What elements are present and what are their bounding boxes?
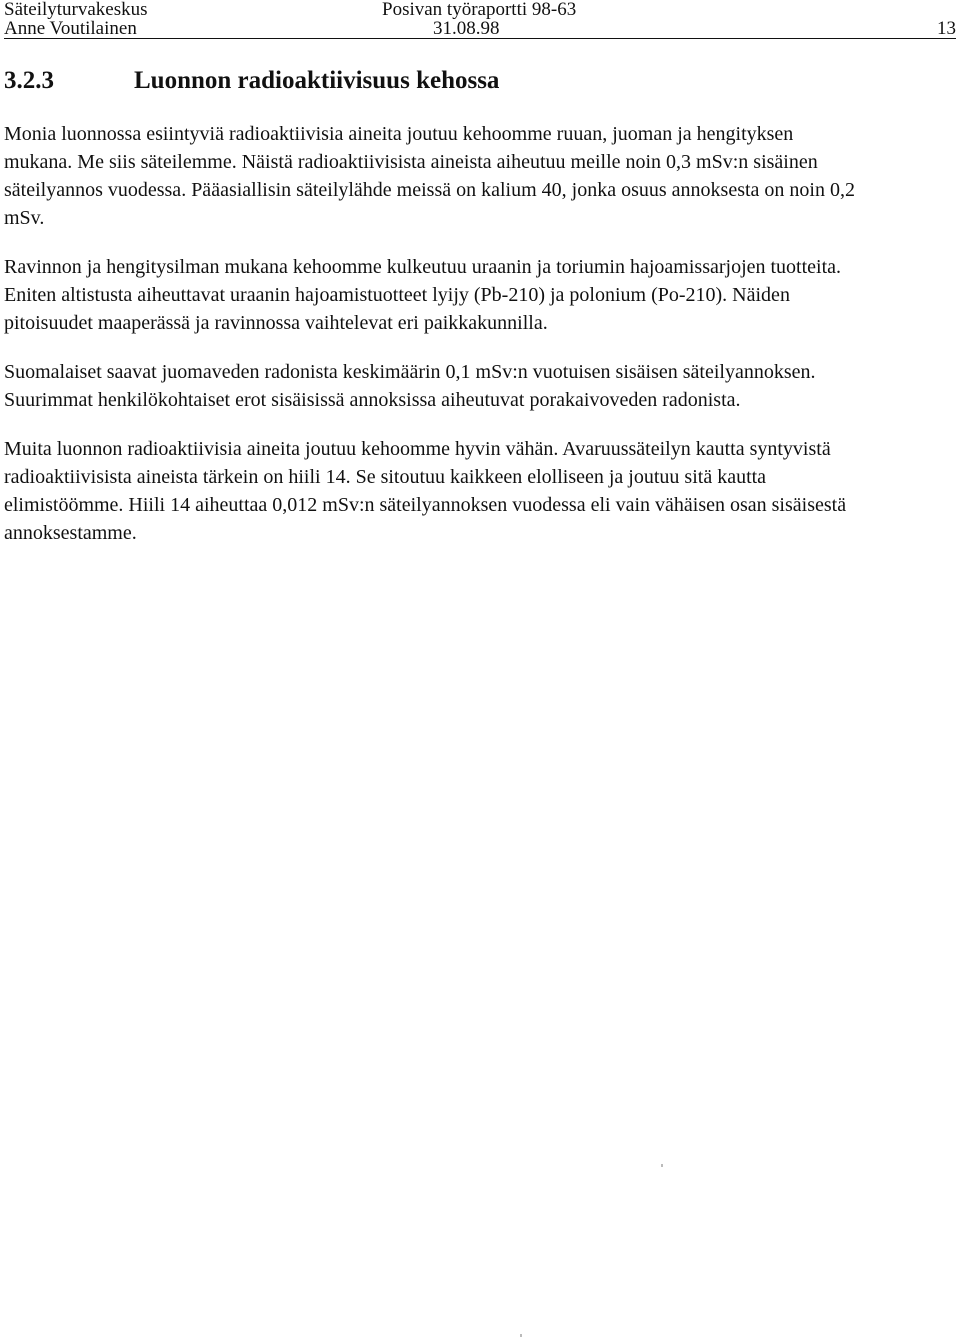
header-rule — [4, 38, 956, 39]
paragraph: Ravinnon ja hengitysilman mukana kehoomme kulkeutuu uraanin ja toriumin hajoamissarjojen tuotteita. Eniten altistusta aiheuttavat uraanin hajoamistuotteet lyijy (Pb-210) ja polonium (Po-210). Näiden pitoisuudet maaperässä ja ravinnossa vaihtelevat eri paikkakunnilla. — [4, 256, 842, 334]
section-number: 3.2.3 — [4, 67, 54, 94]
scan-speck — [661, 1164, 663, 1167]
page-number: 13 — [937, 18, 956, 39]
header-left — [4, 0, 148, 38]
paragraph: Monia luonnossa esiintyviä radioaktiivisia aineita joutuu kehoomme ruuan, juoman ja hengityksen mukana. Me siis säteilemme. Näistä radioaktiivisista aineista aiheutuu meille noin 0,3 mSv:n sisäinen säteilyannos vuodessa. Pääasiallisin säteilylähde meissä on kalium 40, jonka osuus annoksesta on noin 0,2 mSv. — [4, 123, 855, 229]
header-center — [382, 0, 576, 38]
section-title: Luonnon radioaktiivisuus kehossa — [134, 67, 500, 94]
header-date: 31.08.98 — [433, 18, 500, 39]
header-author: Anne Voutilainen — [4, 18, 137, 39]
header-report-id: Posivan työraportti 98-63 — [382, 0, 577, 20]
body-text — [4, 120, 864, 568]
header-organization: Säteilyturvakeskus — [4, 0, 148, 20]
scan-speck — [520, 1334, 522, 1337]
paragraph: Suomalaiset saavat juomaveden radonista keskimäärin 0,1 mSv:n vuotuisen sisäisen säteilyannoksen. Suurimmat henkilökohtaiset erot sisäisissä annoksissa aiheutuvat porakaivoveden radonista. — [4, 361, 816, 411]
section-heading — [4, 66, 499, 96]
page-header — [4, 0, 956, 38]
paragraph: Muita luonnon radioaktiivisia aineita joutuu kehoomme hyvin vähän. Avaruussäteilyn kautta syntyvistä radioaktiivisista aineista tärkein on hiili 14. Se sitoutuu kaikkeen elolliseen ja joutuu sitä kautta elimistöömme. Hiili 14 aiheuttaa 0,012 mSv:n säteilyannoksen vuodessa eli vain vähäisen osan sisäisestä annoksestamme. — [4, 438, 847, 544]
